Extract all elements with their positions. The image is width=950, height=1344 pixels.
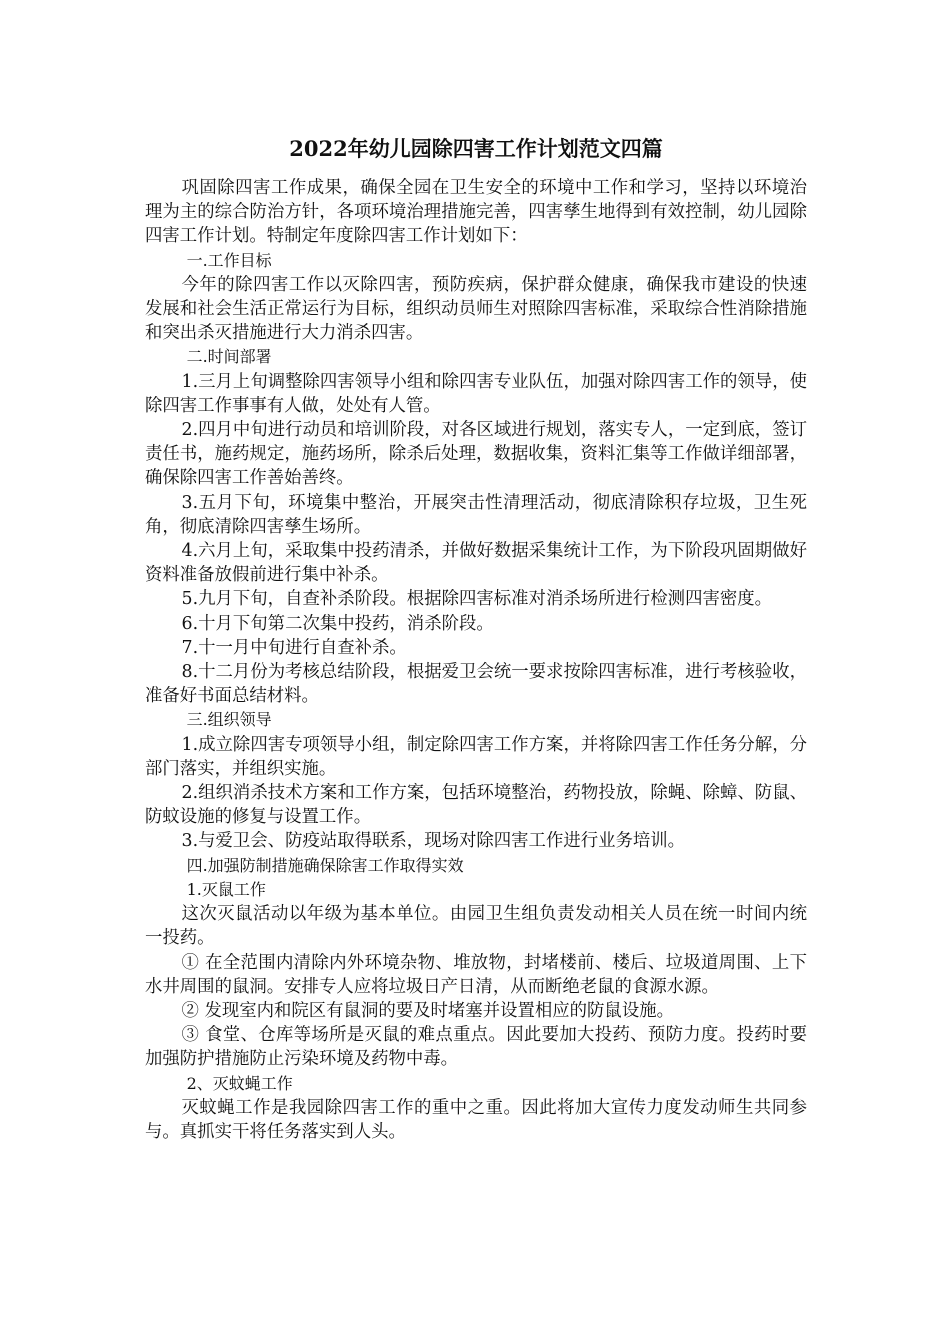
rodent-measure-item: ② 发现室内和院区有鼠洞的要及时堵塞并设置相应的防鼠设施。 xyxy=(181,1000,674,1021)
subheading-mosquito-fly-control: 2、灭蚊蝇工作 xyxy=(186,1073,293,1093)
mosquito-fly-paragraph: 灭蚊蝇工作是我园除四害工作的重中之重。因此将加大宣传力度发动师生共同参与。真抓实干将任务落实到人头。 xyxy=(145,1097,807,1142)
section-heading-goal: 一.工作目标 xyxy=(186,250,272,270)
leadership-item: 2.组织消杀技术方案和工作方案，包括环境整治，药物投放，除蝇、除蟑、防鼠、防蚊设施的修复与设置工作。 xyxy=(145,783,807,828)
schedule-item: 1.三月上旬调整除四害领导小组和除四害专业队伍，加强对除四害工作的领导，使除四害工作事事有人做，处处有人管。 xyxy=(145,371,807,416)
schedule-item: 4.六月上旬，采取集中投药清杀，并做好数据采集统计工作，为下阶段巩固期做好资料准备放假前进行集中补杀。 xyxy=(145,541,807,586)
subheading-rodent-control: 1.灭鼠工作 xyxy=(186,879,266,899)
document-title: 2022年幼儿园除四害工作计划范文四篇 xyxy=(289,136,663,161)
intro-paragraph: 巩固除四害工作成果，确保全园在卫生安全的环境中工作和学习，坚持以环境治理为主的综合防治方针，各项环境治理措施完善，四害孳生地得到有效控制，幼儿园除四害工作计划。特制定年度除四害工作计划如下： xyxy=(145,178,807,247)
schedule-item: 2.四月中旬进行动员和培训阶段，对各区域进行规划，落实专人，一定到底，签订责任书，施药规定，施药场所，除杀后处理，数据收集，资料汇集等工作做详细部署，确保除四害工作善始善终。 xyxy=(145,420,807,489)
schedule-item: 6.十月下旬第二次集中投药，消杀阶段。 xyxy=(181,613,494,634)
leadership-item: 1.成立除四害专项领导小组，制定除四害工作方案，并将除四害工作任务分解，分部门落实，并组织实施。 xyxy=(145,734,807,779)
schedule-item: 7.十一月中旬进行自查补杀。 xyxy=(181,637,407,658)
leadership-item: 3.与爱卫会、防疫站取得联系，现场对除四害工作进行业务培训。 xyxy=(181,831,686,852)
schedule-item: 8.十二月份为考核总结阶段，根据爱卫会统一要求按除四害标准，进行考核验收，准备好书面总结材料。 xyxy=(145,662,807,707)
rodent-paragraph: 这次灭鼠活动以年级为基本单位。由园卫生组负责发动相关人员在统一时间内统一投药。 xyxy=(145,904,807,949)
document-page xyxy=(145,134,807,1144)
schedule-item: 3.五月下旬，环境集中整治，开展突击性清理活动，彻底清除积存垃圾，卫生死角，彻底清除四害孳生场所。 xyxy=(145,492,807,537)
section-heading-schedule: 二.时间部署 xyxy=(186,347,272,367)
section-heading-measures: 四.加强防制措施确保除害工作取得实效 xyxy=(186,855,464,875)
goal-paragraph: 今年的除四害工作以灭除四害，预防疾病，保护群众健康，确保我市建设的快速发展和社会生活正常运行为目标，组织动员师生对照除四害标准，采取综合性消除措施和突出杀灭措施进行大力消杀四害。 xyxy=(145,274,807,344)
schedule-item: 5.九月下旬，自查补杀阶段。根据除四害标准对消杀场所进行检测四害密度。 xyxy=(181,589,773,610)
section-heading-leadership: 三.组织领导 xyxy=(186,710,272,730)
rodent-measure-item: ③ 食堂、仓库等场所是灭鼠的难点重点。因此要加大投药、预防力度。投药时要加强防护措施防止污染环境及药物中毒。 xyxy=(145,1025,807,1070)
rodent-measure-item: ① 在全范围内清除内外环境杂物、堆放物，封堵楼前、楼后、垃圾道周围、上下水井周围的鼠洞。安排专人应将垃圾日产日清，从而断绝老鼠的食源水源。 xyxy=(145,952,807,997)
